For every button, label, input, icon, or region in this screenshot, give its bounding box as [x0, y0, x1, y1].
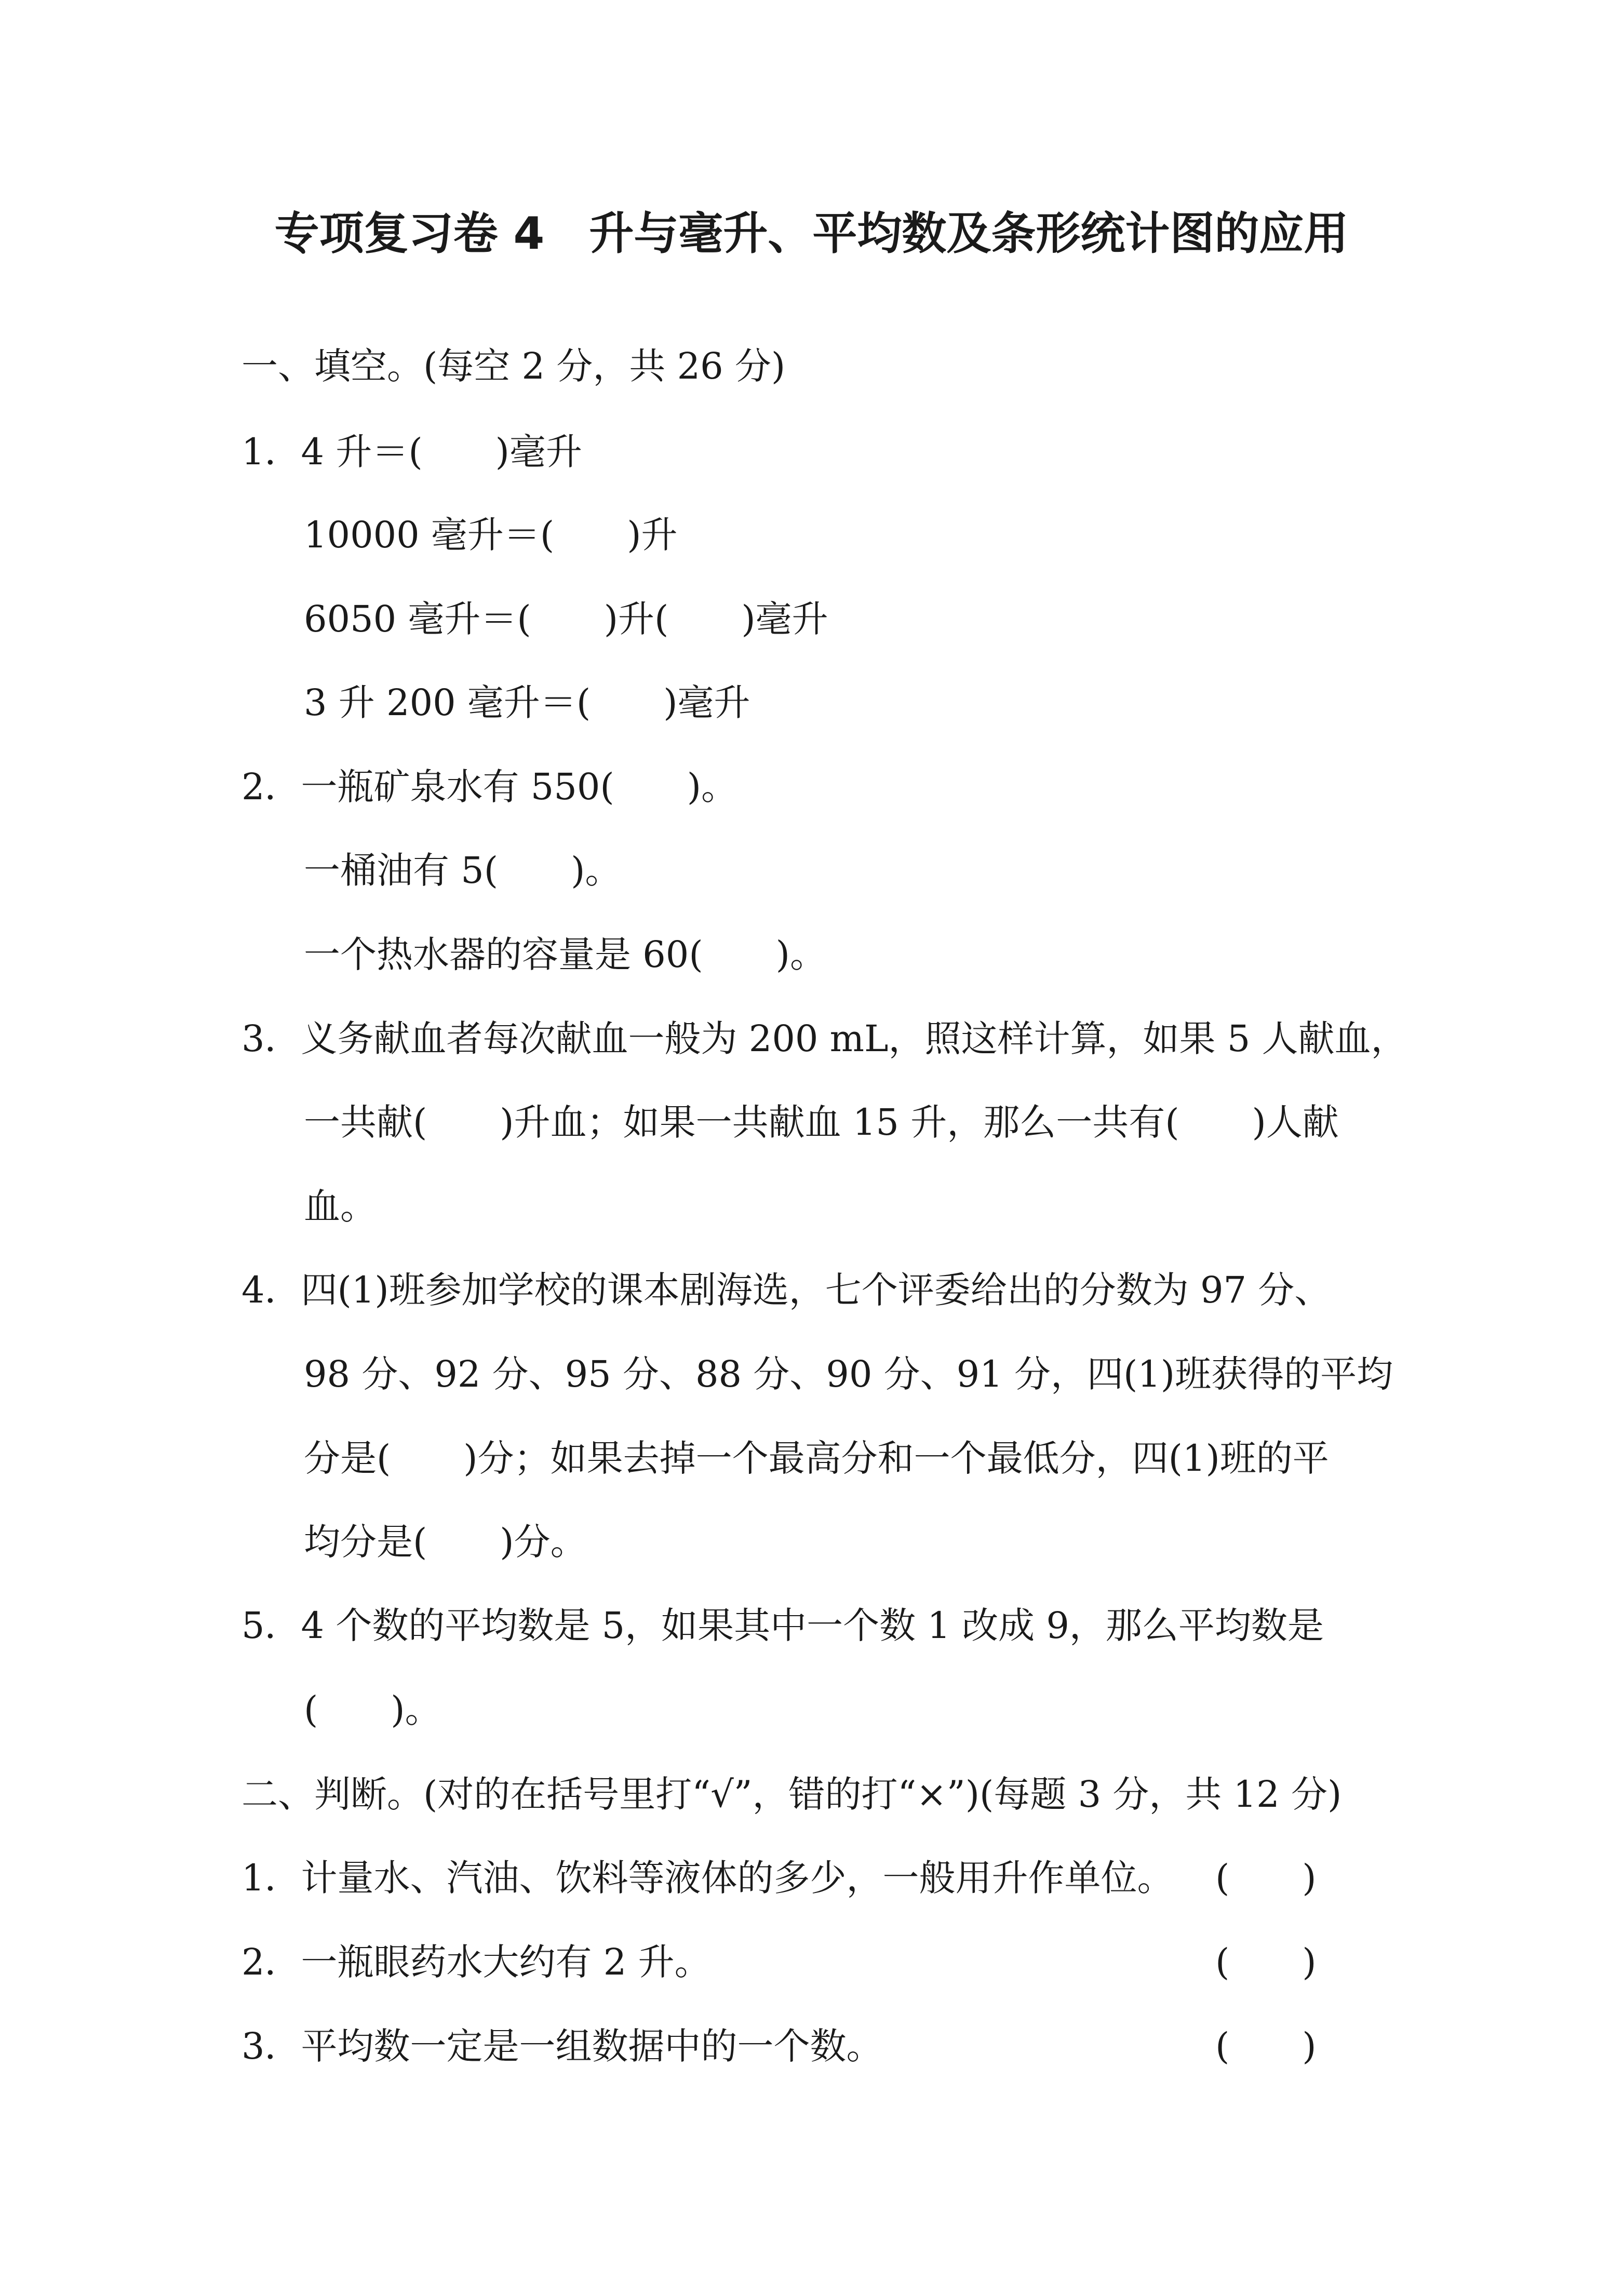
question-1-line-4: 3 升 200 毫升＝( )毫升: [304, 681, 750, 724]
question-1-line-1: 1．4 升＝( )毫升: [242, 431, 582, 473]
judge-item-2-answer-box[interactable]: ( ): [1215, 1941, 1317, 1983]
question-1-line-2: 10000 毫升＝( )升: [304, 514, 678, 556]
judge-item-1-answer-box[interactable]: ( ): [1215, 1857, 1317, 1899]
question-4-line-3: 分是( )分；如果去掉一个最高分和一个最低分，四(1)班的平: [304, 1437, 1329, 1480]
question-4-line-1: 4．四(1)班参加学校的课本剧海选，七个评委给出的分数为 97 分、: [242, 1269, 1331, 1311]
question-5-line-1: 5．4 个数的平均数是 5，如果其中一个数 1 改成 9，那么平均数是: [242, 1604, 1324, 1647]
question-4-line-4: 均分是( )分。: [304, 1521, 587, 1563]
page-title: 专项复习卷 4 升与毫升、平均数及条形统计图的应用: [274, 208, 1349, 260]
judge-item-1: 1．计量水、汽油、饮料等液体的多少，一般用升作单位。: [242, 1857, 1174, 1899]
question-3-line-1: 3．义务献血者每次献血一般为 200 mL，照这样计算，如果 5 人献血，: [242, 1017, 1407, 1060]
judge-item-3: 3．平均数一定是一组数据中的一个数。: [242, 2025, 883, 2067]
judge-item-3-answer-box[interactable]: ( ): [1215, 2025, 1317, 2067]
section-2-heading: 二、判断。(对的在括号里打“√”，错的打“×”)(每题 3 分，共 12 分): [242, 1773, 1342, 1816]
question-2-line-2: 一桶油有 5( )。: [304, 849, 622, 892]
section-1-heading: 一、填空。(每空 2 分，共 26 分): [242, 345, 786, 387]
question-3-line-2: 一共献( )升血；如果一共献血 15 升，那么一共有( )人献: [304, 1101, 1339, 1144]
question-2-line-3: 一个热水器的容量是 60( )。: [304, 933, 826, 976]
question-3-line-3: 血。: [304, 1185, 377, 1228]
question-2-line-1: 2．一瓶矿泉水有 550( )。: [242, 766, 738, 808]
question-1-line-3: 6050 毫升＝( )升( )毫升: [304, 598, 828, 640]
question-4-line-2: 98 分、92 分、95 分、88 分、90 分、91 分，四(1)班获得的平均: [304, 1353, 1393, 1395]
question-5-line-2: ( )。: [304, 1688, 441, 1731]
judge-item-2: 2．一瓶眼药水大约有 2 升。: [242, 1941, 711, 1983]
